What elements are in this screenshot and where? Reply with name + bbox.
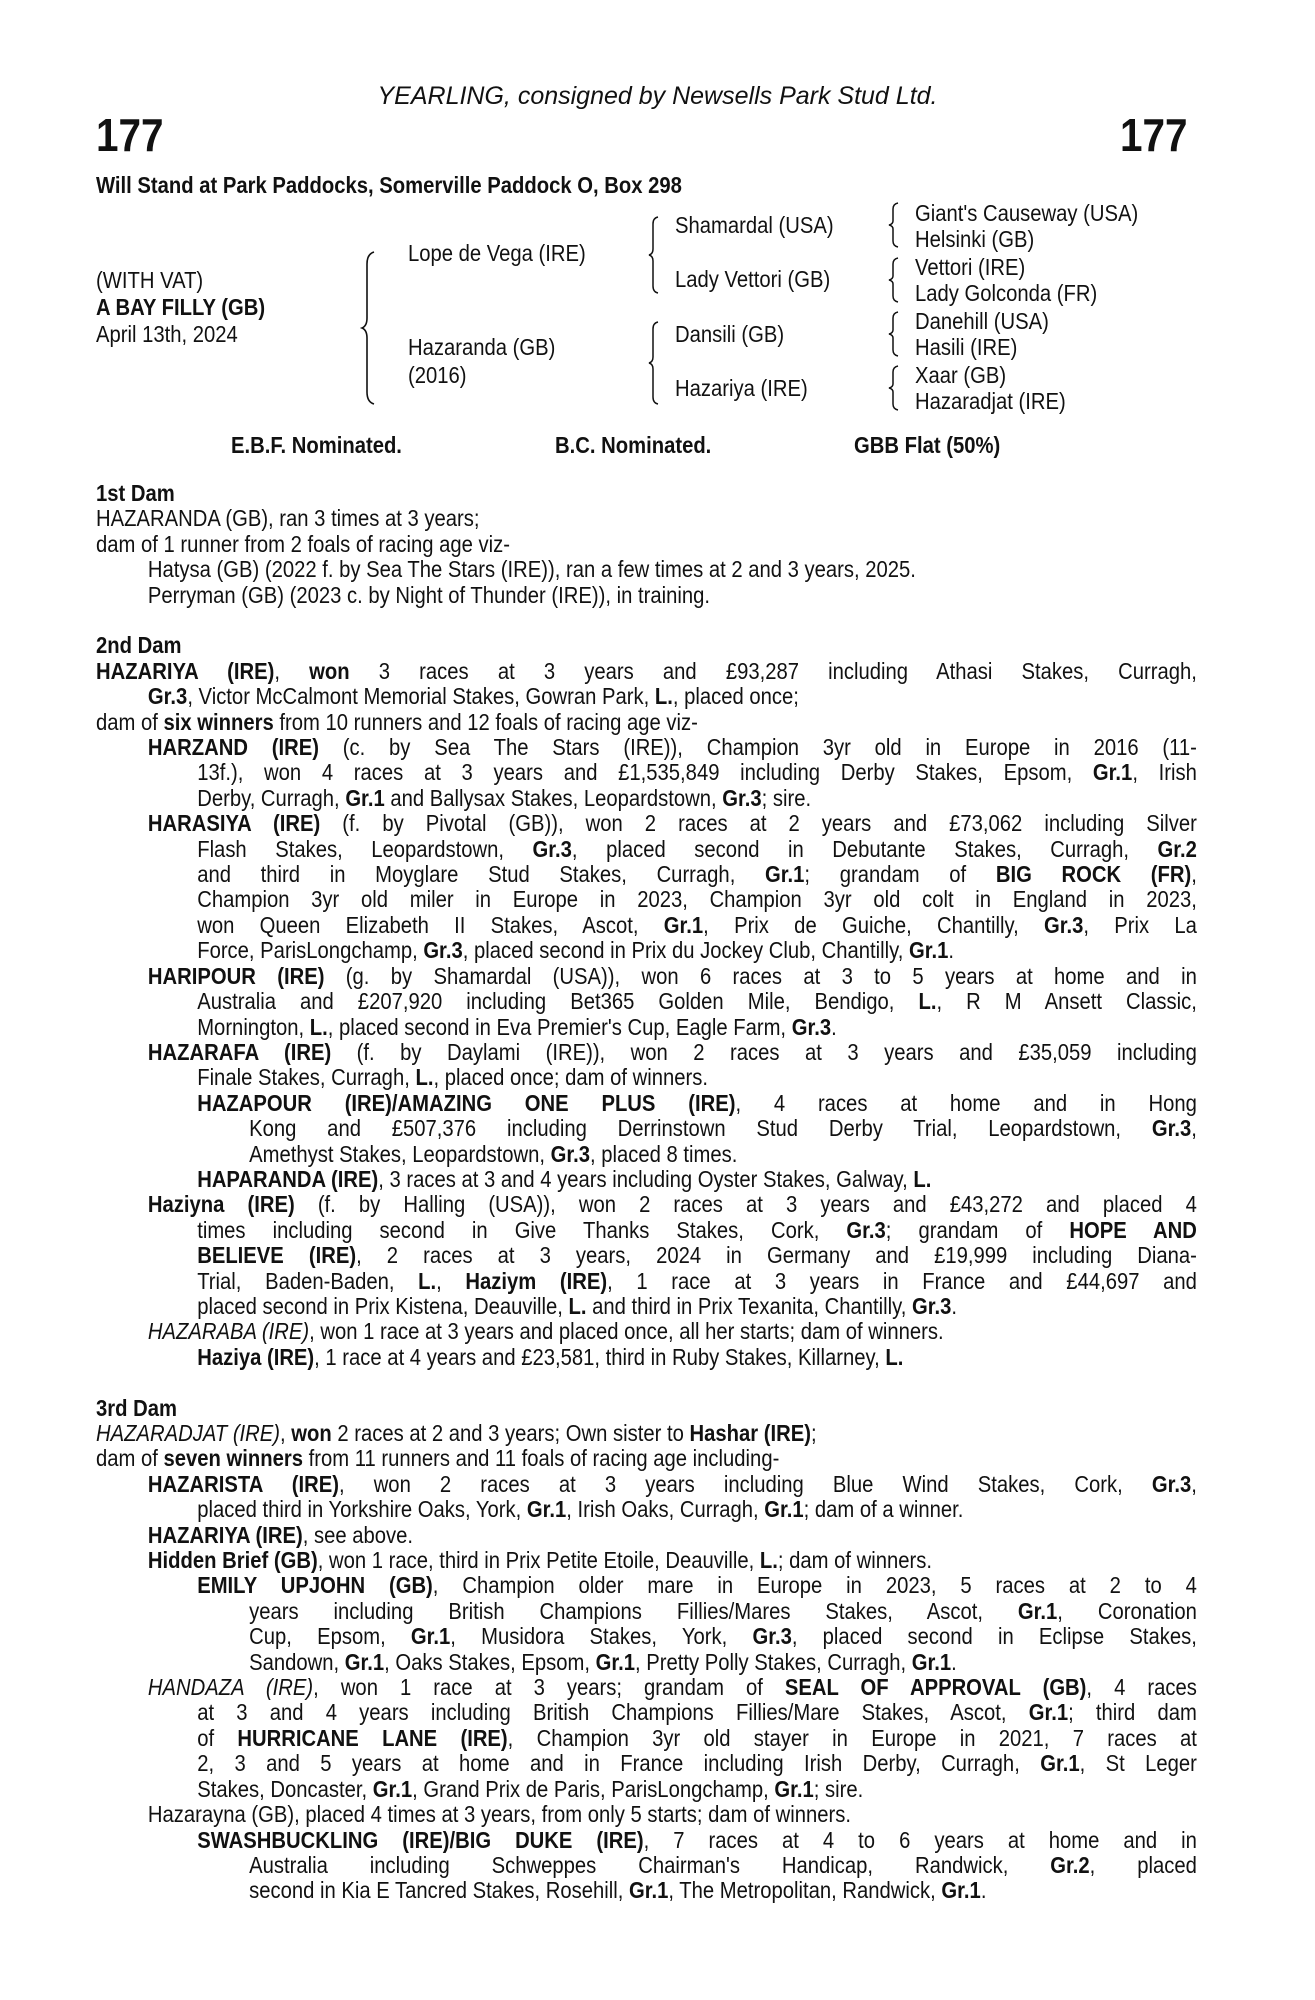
bold-text: HARASIYA (IRE) xyxy=(147,810,321,837)
bold-text: Gr.1 xyxy=(410,1623,451,1650)
bold-text: Haziya (IRE) xyxy=(197,1343,315,1370)
entry-line xyxy=(197,887,1197,912)
bold-text: L. xyxy=(913,1165,932,1192)
lot-number-right: 177 xyxy=(1120,109,1188,161)
text: , 7 races at 4 to 6 years at home and in xyxy=(643,1826,1197,1853)
text: , Coronation xyxy=(1057,1597,1197,1624)
text: , xyxy=(280,1420,292,1446)
produce-entry xyxy=(96,964,1197,1040)
text: , The Metropolitan, Randwick, xyxy=(668,1877,942,1904)
great-grandparent: Giant's Causeway (USA) xyxy=(915,200,1139,226)
entry-line xyxy=(197,1218,1197,1243)
grandparent: Hazariya (IRE) xyxy=(675,375,808,401)
text: Kong and £507,376 including Derrinstown Stud Derby Trial, Leopardstown, xyxy=(249,1115,1152,1142)
produce-entry xyxy=(96,1446,1197,1471)
text: Cup, Epsom, xyxy=(249,1623,411,1650)
entry-line xyxy=(148,1319,1197,1344)
great-grandparent: Hasili (IRE) xyxy=(915,334,1018,360)
entry-line xyxy=(148,1523,1197,1548)
grandparent: Shamardal (USA) xyxy=(675,212,834,238)
bold-text: L. xyxy=(654,683,673,710)
foaling-date: April 13th, 2024 xyxy=(96,321,238,347)
entry-line xyxy=(197,1700,1197,1725)
great-grandparent: Helsinki (GB) xyxy=(915,226,1035,252)
bold-text: Gr.1 xyxy=(629,1877,669,1904)
entry-line xyxy=(148,1192,1197,1217)
text: , xyxy=(1191,1470,1197,1497)
bold-text: Gr.1 xyxy=(345,784,385,811)
entry-line xyxy=(197,1751,1197,1776)
bold-text: Gr.3 xyxy=(752,1623,792,1650)
produce-entry xyxy=(96,1523,1197,1548)
text: won Queen Elizabeth II Stakes, Ascot, xyxy=(197,911,664,938)
text: 2 races at 2 and 3 years; Own sister to xyxy=(331,1420,690,1446)
produce-entry xyxy=(96,659,1197,710)
entry-line xyxy=(249,1853,1197,1878)
text: , Pretty Polly Stakes, Curragh, xyxy=(635,1648,912,1675)
text: , 4 races at home and in Hong xyxy=(735,1089,1197,1116)
text: , xyxy=(436,1267,466,1294)
text: Force, ParisLongchamp, xyxy=(197,937,424,964)
text: , won 1 race, third in Prix Petite Etoile, Deauville, xyxy=(317,1547,760,1574)
text: , placed second in Debutante Stakes, Curragh, xyxy=(571,835,1158,862)
bold-text: Gr.1 xyxy=(1017,1597,1058,1624)
bold-text: HOPE AND xyxy=(1069,1216,1197,1243)
bold-text: Gr.1 xyxy=(908,937,949,964)
brace-icon xyxy=(648,216,662,294)
text: , Prix de Guiche, Chantilly, xyxy=(703,911,1044,938)
text: , Irish xyxy=(1132,759,1197,786)
bold-text: EMILY UPJOHN (GB) xyxy=(197,1572,433,1599)
bold-text: BIG ROCK (FR) xyxy=(995,861,1192,888)
bold-text: Gr.1 xyxy=(774,1775,814,1802)
text: from 11 runners and 11 foals of racing age including- xyxy=(303,1445,780,1472)
entry-line xyxy=(197,1726,1197,1751)
text: times including second in Give Thanks Stakes, Cork, xyxy=(197,1216,847,1243)
consignor-line: YEARLING, consigned by Newsells Park Stud Ltd. xyxy=(377,82,938,110)
text: , R M Ansett Classic, xyxy=(936,988,1197,1015)
bold-text: Gr.1 xyxy=(941,1877,981,1904)
bold-text: won xyxy=(309,657,350,684)
bold-text: HAZARISTA (IRE) xyxy=(147,1470,339,1497)
text: Hazarayna (GB), placed 4 times at 3 years, from only 5 starts; dam of winners. xyxy=(147,1801,851,1828)
entry-line xyxy=(148,1040,1197,1065)
bold-text: Gr.1 xyxy=(1092,759,1133,786)
bold-text: Gr.3 xyxy=(911,1292,952,1319)
entry-line xyxy=(148,964,1197,989)
great-grandparent: Danehill (USA) xyxy=(915,308,1049,334)
text: , xyxy=(1191,861,1197,888)
produce-entry xyxy=(96,1828,1197,1904)
brace-icon xyxy=(888,365,902,411)
grandparent: Lady Vettori (GB) xyxy=(675,266,831,292)
text: Finale Stakes, Curragh, xyxy=(197,1064,416,1091)
text: , xyxy=(274,657,310,684)
produce-entry xyxy=(96,1802,1197,1827)
text: 3 races at 3 years and £93,287 including Athasi Stakes, Curragh, xyxy=(349,657,1197,684)
text: dam of 1 runner from 2 foals of racing age viz- xyxy=(96,530,510,557)
text: , placed second in Eva Premier's Cup, Eagle Farm, xyxy=(327,1013,792,1040)
bold-text: Gr.3 xyxy=(147,683,188,710)
text: , won 2 races at 3 years including Blue Wind Stakes, Cork, xyxy=(338,1470,1152,1497)
bold-text: Gr.1 xyxy=(663,911,704,938)
produce-record xyxy=(96,481,1197,1904)
dam: Hazaranda (GB) xyxy=(408,334,556,360)
bold-text: Gr.3 xyxy=(550,1140,591,1167)
produce-entry xyxy=(96,532,1197,557)
bold-text: Gr.1 xyxy=(1028,1699,1069,1726)
entry-line xyxy=(249,1878,1197,1903)
text: ; dam of a winner. xyxy=(803,1496,964,1523)
bold-text: Hashar (IRE) xyxy=(689,1420,811,1446)
stand-location: Will Stand at Park Paddocks, Somerville Paddock O, Box 298 xyxy=(96,172,682,198)
entry-line xyxy=(148,583,1197,608)
entry-line xyxy=(197,1777,1197,1802)
text: , placed xyxy=(1089,1851,1197,1878)
produce-entry xyxy=(96,811,1197,963)
bold-text: Gr.3 xyxy=(423,937,463,964)
entry-line xyxy=(197,1091,1197,1116)
text: (f. by Halling (USA)), won 2 races at 3 years and £43,272 and placed 4 xyxy=(294,1191,1197,1218)
text: Amethyst Stakes, Leopardstown, xyxy=(249,1140,551,1167)
text: . xyxy=(980,1877,987,1904)
bold-text: Gr.1 xyxy=(344,1648,385,1675)
bold-text: L. xyxy=(759,1547,778,1574)
produce-entry xyxy=(96,1675,1197,1802)
entry-line xyxy=(197,1294,1197,1319)
entry-line xyxy=(197,1065,1197,1090)
entry-line xyxy=(96,1421,1197,1446)
italic-text: HAZARABA (IRE) xyxy=(147,1318,310,1345)
text: ; sire. xyxy=(761,784,812,811)
bold-text: L. xyxy=(885,1343,904,1370)
brace-icon xyxy=(888,311,902,357)
bold-text: Gr.1 xyxy=(764,1496,804,1523)
great-grandparent: Hazaradjat (IRE) xyxy=(915,388,1066,414)
text: . xyxy=(831,1013,837,1040)
produce-entry xyxy=(96,710,1197,735)
bold-text: Gr.2 xyxy=(1157,835,1197,862)
entry-line xyxy=(197,1573,1197,1598)
entry-line xyxy=(197,1269,1197,1294)
text: (f. by Pivotal (GB)), won 2 races at 2 years and £73,062 including Silver xyxy=(320,810,1197,837)
entry-line xyxy=(148,684,1197,709)
gbb-flat-status: GBB Flat (50%) xyxy=(854,432,1001,458)
produce-entry xyxy=(96,735,1197,811)
italic-text: HANDAZA (IRE) xyxy=(147,1674,314,1701)
entry-line xyxy=(197,1243,1197,1268)
great-grandparent: Xaar (GB) xyxy=(915,362,1007,388)
entry-line xyxy=(96,532,1197,557)
section-heading: 2nd Dam xyxy=(96,632,182,659)
text: dam of xyxy=(96,1445,164,1472)
text: ; grandam of xyxy=(804,861,996,888)
text: Flash Stakes, Leopardstown, xyxy=(197,835,533,862)
great-grandparent: Lady Golconda (FR) xyxy=(915,280,1098,306)
text: ; grandam of xyxy=(885,1216,1070,1243)
bold-text: L. xyxy=(418,1267,437,1294)
entry-line xyxy=(249,1116,1197,1141)
bold-text: L. xyxy=(309,1013,328,1040)
bold-text: HARZAND (IRE) xyxy=(147,734,319,761)
entry-line xyxy=(96,659,1197,684)
produce-entry xyxy=(96,1548,1197,1573)
bold-text: Gr.3 xyxy=(722,784,762,811)
text: years including British Champions Fillies/Mares Stakes, Ascot, xyxy=(249,1597,1018,1624)
text: , placed second in Prix du Jockey Club, Chantilly, xyxy=(462,937,909,964)
bold-text: Gr.3 xyxy=(1151,1470,1192,1497)
brace-icon xyxy=(362,250,378,406)
text: dam of xyxy=(96,708,164,735)
text: , placed once; dam of winners. xyxy=(433,1064,708,1091)
text: ; xyxy=(811,1420,817,1446)
text: , placed once; xyxy=(672,683,799,710)
text: , Victor McCalmont Memorial Stakes, Gowran Park, xyxy=(187,683,655,710)
entry-line xyxy=(249,1624,1197,1649)
bold-text: Gr.1 xyxy=(1040,1750,1080,1777)
text: , xyxy=(1191,1115,1197,1142)
text: Australia including Schweppes Chairman's Handicap, Randwick, xyxy=(249,1851,1051,1878)
bold-text: L. xyxy=(918,988,937,1015)
produce-entry xyxy=(96,1573,1197,1675)
text: , Musidora Stakes, York, xyxy=(450,1623,753,1650)
text: second in Kia E Tancred Stakes, Rosehill, xyxy=(249,1877,630,1904)
produce-entry xyxy=(96,1091,1197,1167)
produce-entry xyxy=(96,506,1197,531)
text: 2, 3 and 5 years at home and in France including Irish Derby, Curragh, xyxy=(197,1750,1041,1777)
text: , St Leger xyxy=(1079,1750,1197,1777)
entry-line xyxy=(197,1828,1197,1853)
entry-line xyxy=(197,1015,1197,1040)
text: , Grand Prix de Paris, ParisLongchamp, xyxy=(412,1775,775,1802)
text: , 4 races xyxy=(1086,1674,1197,1701)
entry-line xyxy=(148,1802,1197,1827)
text: HAZARANDA (GB), ran 3 times at 3 years; xyxy=(96,505,480,532)
bold-text: HAPARANDA (IRE) xyxy=(197,1165,379,1192)
bold-text: L. xyxy=(415,1064,434,1091)
text: ; third dam xyxy=(1068,1699,1197,1726)
horse-name: A BAY FILLY (GB) xyxy=(96,294,266,320)
bold-text: Gr.1 xyxy=(765,861,805,888)
section-gap xyxy=(96,1370,1197,1395)
text: (g. by Shamardal (USA)), won 6 races at 3 to 5 years at home and in xyxy=(324,962,1197,989)
text: , see above. xyxy=(302,1521,414,1548)
brace-icon xyxy=(888,257,902,303)
entry-line xyxy=(148,811,1197,836)
entry-line xyxy=(96,1446,1197,1471)
entry-line xyxy=(197,862,1197,887)
produce-entry xyxy=(96,1319,1197,1344)
text: Australia and £207,920 including Bet365 Golden Mile, Bendigo, xyxy=(197,988,919,1015)
text: Hatysa (GB) (2022 f. by Sea The Stars (IRE)), ran a few times at 2 and 3 years, 2025. xyxy=(147,556,916,583)
text: placed third in Yorkshire Oaks, York, xyxy=(197,1496,527,1523)
text: (c. by Sea The Stars (IRE)), Champion 3yr old in Europe in 2016 (11- xyxy=(318,734,1197,761)
bold-text: Gr.1 xyxy=(595,1648,636,1675)
text: (f. by Daylami (IRE)), won 2 races at 3 years and £35,059 including xyxy=(331,1038,1197,1065)
text: , 1 race at 4 years and £23,581, third in Ruby Stakes, Killarney, xyxy=(314,1343,886,1370)
bold-text: Gr.1 xyxy=(911,1648,952,1675)
bold-text: HAZAPOUR (IRE)/AMAZING ONE PLUS (IRE) xyxy=(197,1089,736,1116)
bold-text: HURRICANE LANE (IRE) xyxy=(237,1724,508,1751)
text: , won 1 race at 3 years and placed once, all her starts; dam of winners. xyxy=(309,1318,944,1345)
text: , Irish Oaks, Curragh, xyxy=(566,1496,765,1523)
text: , placed second in Eclipse Stakes, xyxy=(791,1623,1197,1650)
text: , Oaks Stakes, Epsom, xyxy=(384,1648,596,1675)
text: . xyxy=(948,937,954,964)
text: . xyxy=(951,1648,957,1675)
bold-text: Gr.3 xyxy=(532,835,572,862)
text: , Prix La xyxy=(1083,911,1197,938)
text: ; sire. xyxy=(813,1775,864,1802)
produce-entry xyxy=(96,557,1197,582)
entry-line xyxy=(197,989,1197,1014)
entry-line xyxy=(148,1472,1197,1497)
text: Champion 3yr old miler in Europe in 2023, Champion 3yr old colt in England in 2023, xyxy=(197,886,1197,913)
text: ; dam of winners. xyxy=(777,1547,932,1574)
bold-text: SWASHBUCKLING (IRE)/BIG DUKE (IRE) xyxy=(197,1826,644,1853)
ebf-nomination: E.B.F. Nominated. xyxy=(231,432,402,458)
section-heading: 1st Dam xyxy=(96,480,175,506)
text: , 3 races at 3 and 4 years including Oyster Stakes, Galway, xyxy=(378,1165,914,1192)
produce-entry xyxy=(96,1040,1197,1091)
bc-nomination: B.C. Nominated. xyxy=(555,432,712,458)
lot-number-left: 177 xyxy=(96,109,164,161)
bold-text: Gr.1 xyxy=(372,1775,413,1802)
great-grandparent: Vettori (IRE) xyxy=(915,254,1026,280)
text: placed second in Prix Kistena, Deauville, xyxy=(197,1292,569,1319)
sire: Lope de Vega (IRE) xyxy=(408,240,586,266)
entry-line xyxy=(148,557,1197,582)
bold-text: Gr.3 xyxy=(1151,1115,1192,1142)
text: at 3 and 4 years including British Champions Fillies/Mare Stakes, Ascot, xyxy=(197,1699,1029,1726)
bold-text: HARIPOUR (IRE) xyxy=(147,962,325,989)
entry-line xyxy=(148,1675,1197,1700)
bold-text: Gr.3 xyxy=(1043,911,1084,938)
text: of xyxy=(197,1724,238,1751)
entry-line xyxy=(197,1497,1197,1522)
produce-entry xyxy=(96,1345,1197,1370)
entry-line xyxy=(249,1650,1197,1675)
vat-note: (WITH VAT) xyxy=(96,267,204,293)
bold-text: Gr.2 xyxy=(1050,1851,1090,1878)
bold-text: HAZARIYA (IRE) xyxy=(96,657,275,684)
entry-line xyxy=(249,1142,1197,1167)
text: . xyxy=(951,1292,957,1319)
brace-icon xyxy=(888,202,902,248)
bold-text: won xyxy=(291,1420,332,1446)
bold-text: Haziym (IRE) xyxy=(465,1267,608,1294)
text: 13f.), won 4 races at 3 years and £1,535,849 including Derby Stakes, Epsom, xyxy=(197,759,1093,786)
entry-line xyxy=(249,1599,1197,1624)
text: , placed 8 times. xyxy=(590,1140,738,1167)
entry-line xyxy=(197,913,1197,938)
bold-text: SEAL OF APPROVAL (GB) xyxy=(784,1674,1087,1701)
text: and third in Moyglare Stud Stakes, Curragh, xyxy=(197,861,766,888)
italic-text: HAZARADJAT (IRE) xyxy=(96,1420,281,1446)
entry-line xyxy=(197,938,1197,963)
text: Trial, Baden-Baden, xyxy=(197,1267,419,1294)
text: , 2 races at 3 years, 2024 in Germany and £19,999 including Diana- xyxy=(356,1242,1197,1269)
bold-text: Gr.3 xyxy=(791,1013,832,1040)
text: , won 1 race at 3 years; grandam of xyxy=(313,1674,785,1701)
bold-text: L. xyxy=(568,1292,587,1319)
entry-line xyxy=(197,760,1197,785)
produce-entry xyxy=(96,1472,1197,1523)
text: Mornington, xyxy=(197,1013,310,1040)
bold-text: Gr.1 xyxy=(526,1496,567,1523)
entry-line xyxy=(197,1167,1197,1192)
entry-line xyxy=(148,735,1197,760)
entry-line xyxy=(148,1548,1197,1573)
entry-line xyxy=(197,786,1197,811)
produce-entry xyxy=(96,583,1197,608)
bold-text: six winners xyxy=(163,708,274,735)
bold-text: Hidden Brief (GB) xyxy=(147,1547,318,1574)
bold-text: HAZARIYA (IRE) xyxy=(147,1521,303,1548)
entry-line xyxy=(96,710,1197,735)
entry-line xyxy=(197,837,1197,862)
bold-text: BELIEVE (IRE) xyxy=(197,1242,357,1269)
entry-line xyxy=(96,506,1197,531)
bold-text: seven winners xyxy=(163,1445,304,1472)
bold-text: Haziyna (IRE) xyxy=(147,1191,295,1218)
text: Perryman (GB) (2023 c. by Night of Thunder (IRE)), in training. xyxy=(147,581,710,608)
section-gap xyxy=(96,608,1197,633)
produce-entry xyxy=(96,1421,1197,1446)
grandparent: Dansili (GB) xyxy=(675,321,785,347)
text: Stakes, Doncaster, xyxy=(197,1775,373,1802)
text: Derby, Curragh, xyxy=(197,784,346,811)
text: Sandown, xyxy=(249,1648,345,1675)
bold-text: HAZARAFA (IRE) xyxy=(147,1038,332,1065)
produce-entry xyxy=(96,1192,1197,1319)
text: , Champion older mare in Europe in 2023, 5 races at 2 to 4 xyxy=(432,1572,1197,1599)
text: , 1 race at 3 years in France and £44,697 and xyxy=(607,1267,1197,1294)
entry-line xyxy=(197,1345,1197,1370)
text: and Ballysax Stakes, Leopardstown, xyxy=(384,784,723,811)
produce-entry xyxy=(96,1167,1197,1192)
brace-icon xyxy=(648,321,662,405)
text: , Champion 3yr old stayer in Europe in 2021, 7 races at xyxy=(507,1724,1197,1751)
dam-year: (2016) xyxy=(408,362,467,388)
text: from 10 runners and 12 foals of racing age viz- xyxy=(273,708,698,735)
section-heading: 3rd Dam xyxy=(96,1394,178,1421)
bold-text: Gr.3 xyxy=(846,1216,886,1243)
text: and third in Prix Texanita, Chantilly, xyxy=(586,1292,912,1319)
